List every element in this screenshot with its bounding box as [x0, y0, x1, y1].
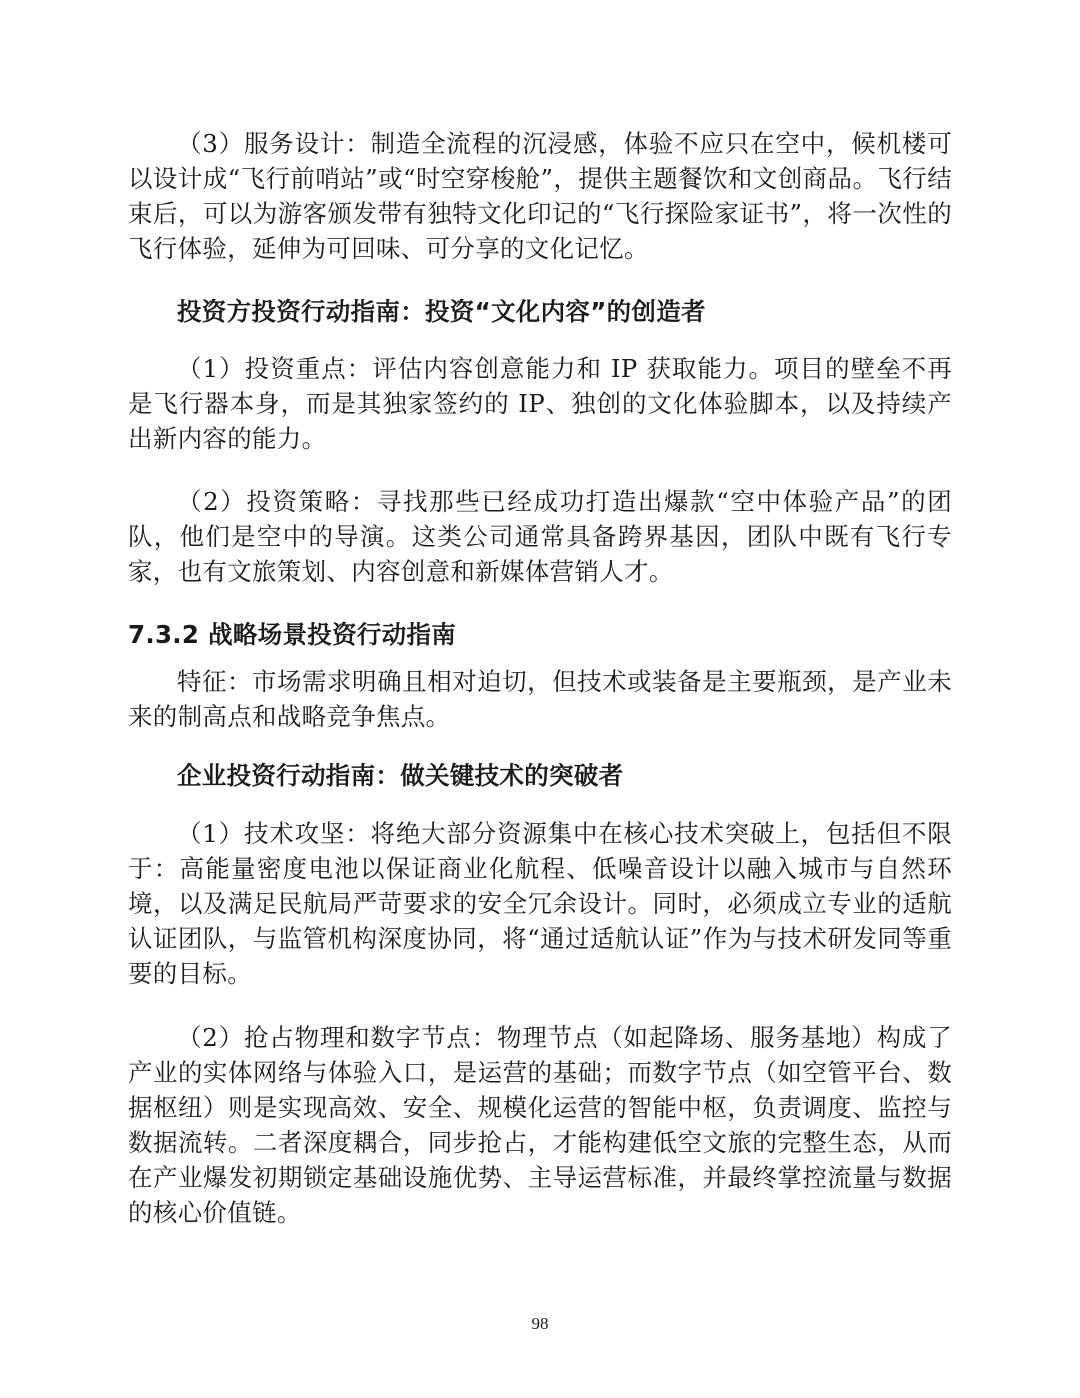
page-number: 98: [531, 1314, 549, 1333]
paragraph-investment-focus: （1）投资重点：评估内容创意能力和 IP 获取能力。项目的壁垒不再是飞行器本身，而是其独家签约的 IP、独创的文化体验脚本，以及持续产出新内容的能力。: [128, 354, 952, 453]
paragraph-tech-breakthrough: （1）技术攻坚：将绝大部分资源集中在核心技术突破上，包括但不限于：高能量密度电池以保证商业化航程、低噪音设计以融入城市与自然环境，以及满足民航局严苛要求的安全冗余设计。同时，必须成立专业的适航认证团队，与监管机构深度协同，将“通过适航认证”作为与技术研发同等重要的目标。: [128, 819, 952, 988]
heading-enterprise-guide: 企业投资行动指南：做关键技术的突破者: [177, 761, 624, 790]
section-heading-7-3-2: 7.3.2 战略场景投资行动指南: [128, 620, 457, 649]
paragraph-features: 特征：市场需求明确且相对迫切，但技术或装备是主要瓶颈，是产业未来的制高点和战略竞争焦点。: [128, 667, 952, 731]
paragraph-nodes: （2）抢占物理和数字节点：物理节点（如起降场、服务基地）构成了产业的实体网络与体验入口，是运营的基础；而数字节点（如空管平台、数据枢纽）则是实现高效、安全、规模化运营的智能中枢，负责调度、监控与数据流转。二者深度耦合，同步抢占，才能构建低空文旅的完整生态，从而在产业爆发初期锁定基础设施优势、主导运营标准，并最终掌控流量与数据的核心价值链。: [128, 1023, 952, 1227]
heading-investor-guide: 投资方投资行动指南：投资“文化内容”的创造者: [177, 297, 706, 326]
paragraph-service-design: （3）服务设计：制造全流程的沉浸感，体验不应只在空中，候机楼可以设计成“飞行前哨站”或“时空穿梭舱”，提供主题餐饮和文创商品。飞行结束后，可以为游客颁发带有独特文化印记的“飞行探险家证书”，将一次性的飞行体验，延伸为可回味、可分享的文化记忆。: [128, 129, 952, 263]
paragraph-investment-strategy: （2）投资策略：寻找那些已经成功打造出爆款“空中体验产品”的团队，他们是空中的导演。这类公司通常具备跨界基因，团队中既有飞行专家，也有文旅策划、内容创意和新媒体营销人才。: [128, 487, 952, 586]
